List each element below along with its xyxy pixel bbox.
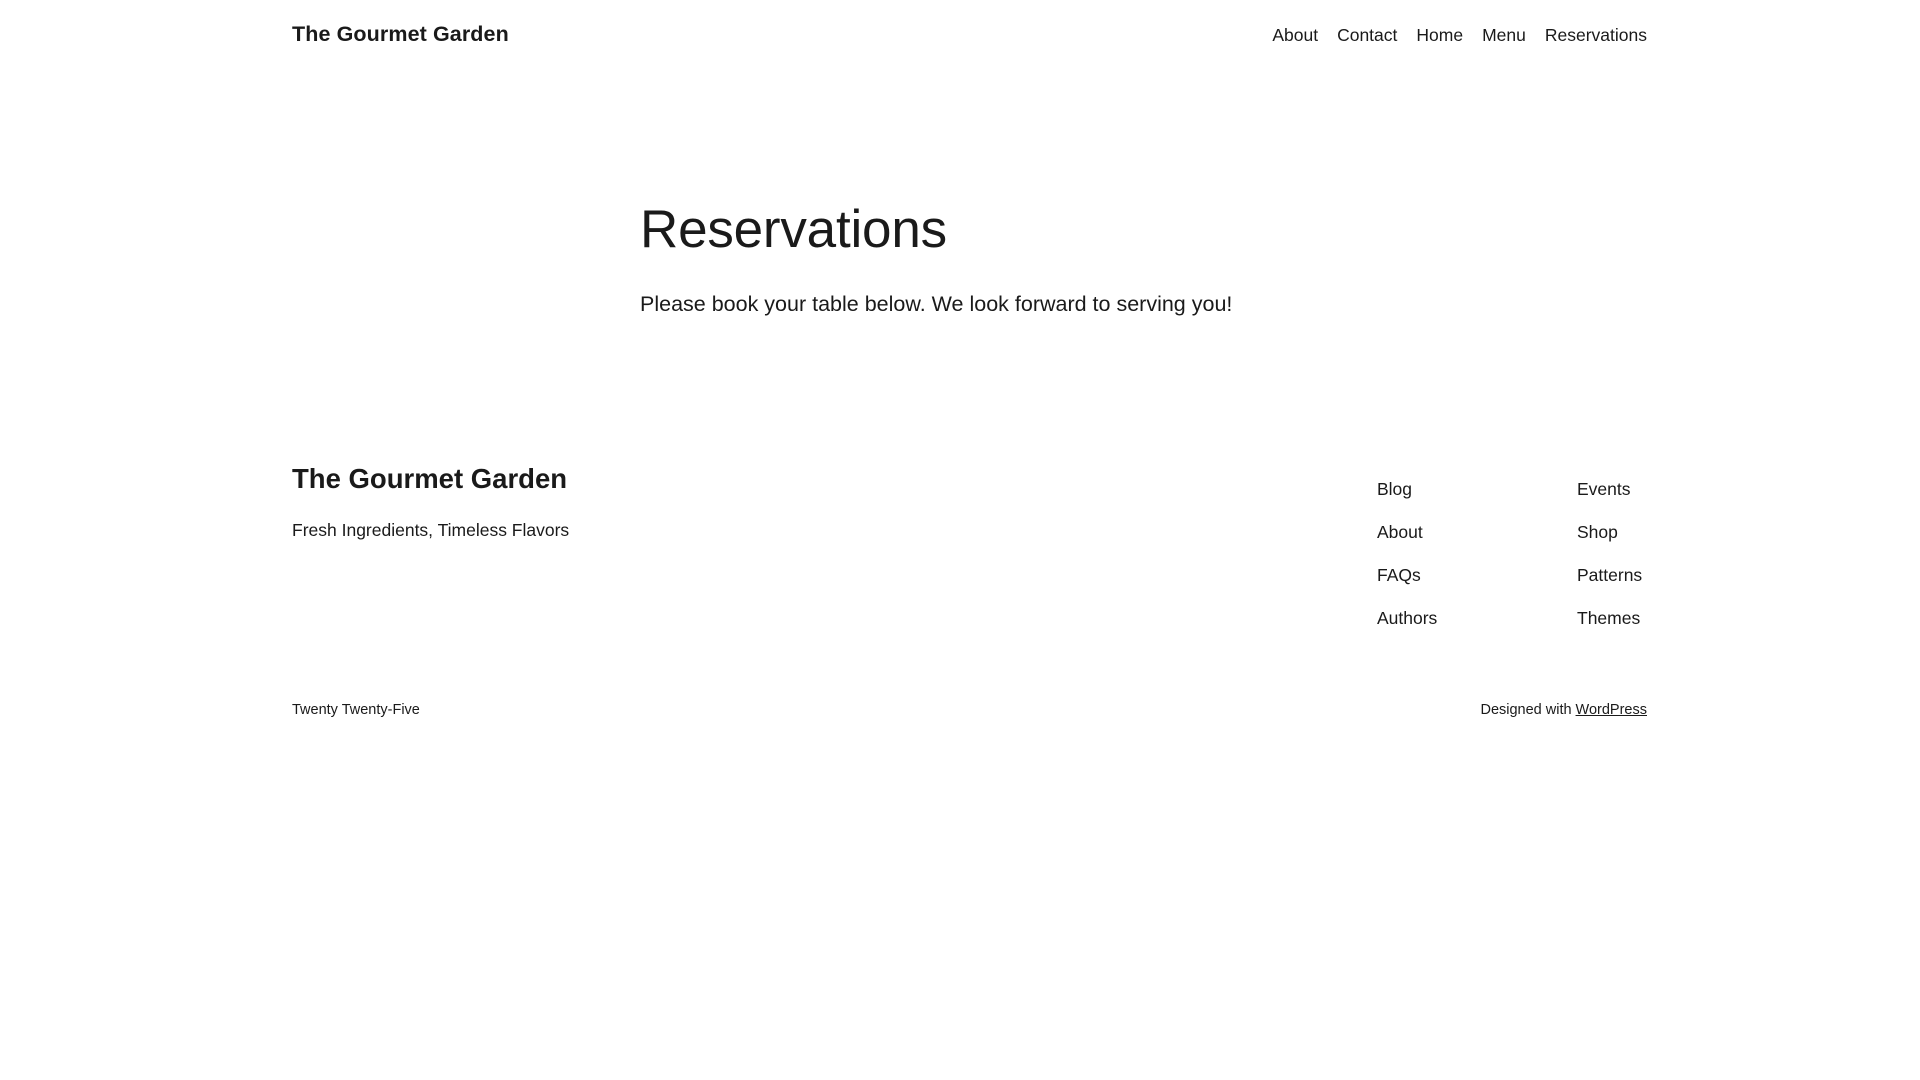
page-intro-text: Please book your table below. We look forward to serving you! xyxy=(640,291,1233,316)
footer-theme-name: Twenty Twenty-Five xyxy=(292,702,420,718)
nav-item-home[interactable]: Home xyxy=(1416,24,1464,45)
primary-navigation xyxy=(1272,25,1647,46)
footer-wordpress-link[interactable]: WordPress xyxy=(1575,702,1647,718)
footer-site-title: The Gourmet Garden xyxy=(292,463,568,494)
footer-link-events[interactable]: Events xyxy=(1577,479,1631,499)
footer-link-blog[interactable]: Blog xyxy=(1377,479,1413,499)
nav-item-contact[interactable]: Contact xyxy=(1337,24,1398,45)
footer-credit-label: Designed with xyxy=(1480,702,1572,718)
page-title: Reservations xyxy=(640,200,947,259)
nav-item-about[interactable]: About xyxy=(1272,24,1319,45)
footer-top xyxy=(292,462,1647,662)
footer-link-authors[interactable]: Authors xyxy=(1377,608,1438,628)
footer-link-faqs[interactable]: FAQs xyxy=(1377,565,1421,585)
nav-item-menu[interactable]: Menu xyxy=(1482,24,1526,45)
footer-column-two xyxy=(1577,479,1777,629)
footer-tagline: Fresh Ingredients, Timeless Flavors xyxy=(292,520,570,540)
nav-item-reservations[interactable]: Reservations xyxy=(1544,24,1647,45)
main-content xyxy=(640,200,1460,320)
site-footer xyxy=(292,462,1647,718)
footer-link-themes[interactable]: Themes xyxy=(1577,608,1641,628)
footer-link-about[interactable]: About xyxy=(1377,522,1423,542)
site-header xyxy=(292,18,1647,52)
footer-credit xyxy=(1480,702,1647,718)
footer-link-shop[interactable]: Shop xyxy=(1577,522,1618,542)
site-title[interactable]: The Gourmet Garden xyxy=(292,22,509,47)
footer-link-patterns[interactable]: Patterns xyxy=(1577,565,1643,585)
footer-column-one xyxy=(1377,479,1577,629)
footer-link-columns xyxy=(1377,479,1777,629)
footer-brand xyxy=(292,462,972,543)
footer-bottom xyxy=(292,702,1647,718)
